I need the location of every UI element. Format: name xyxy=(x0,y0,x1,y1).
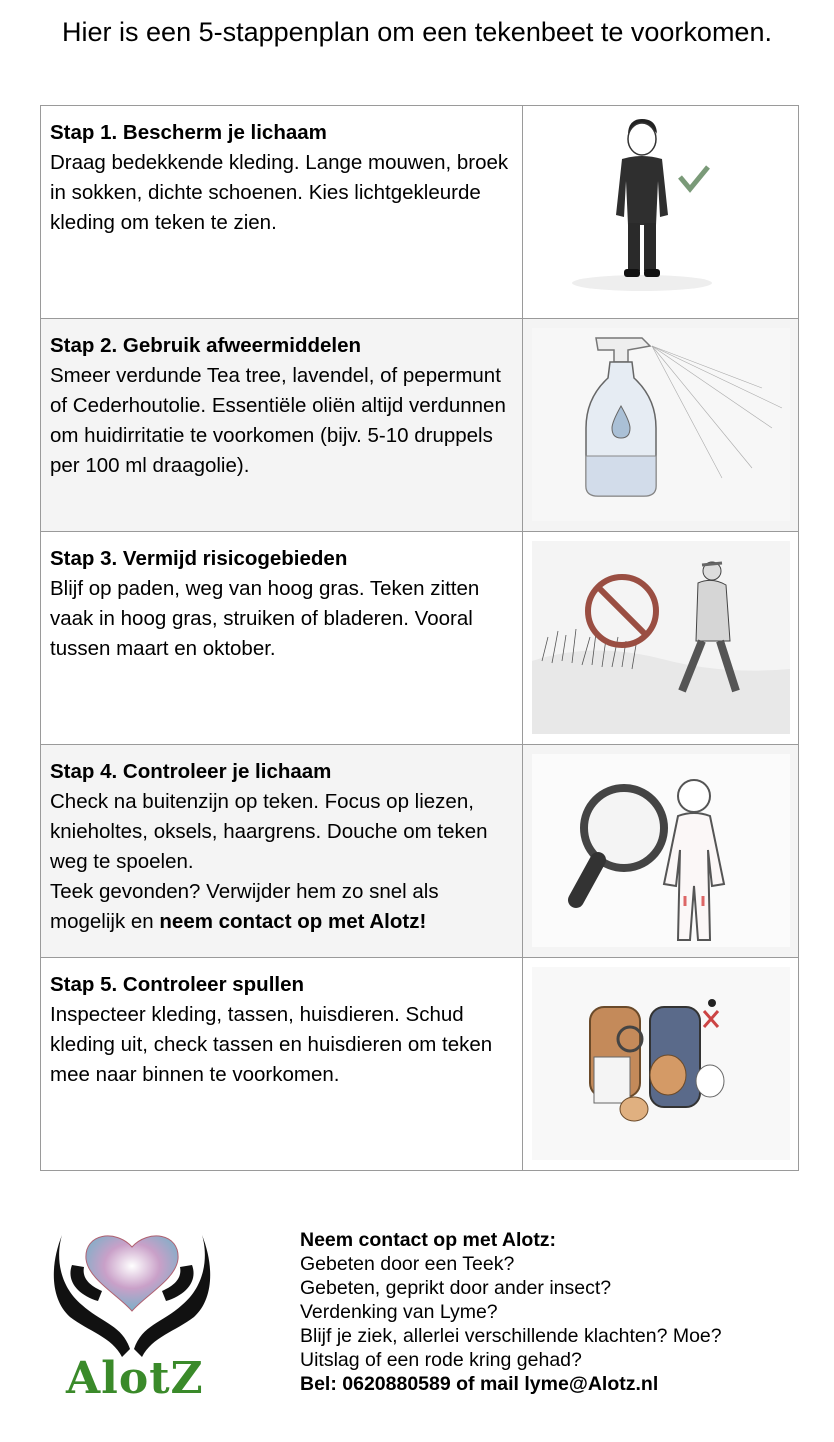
contact-line: Gebeten door een Teek? xyxy=(300,1253,515,1275)
step-4-body: Check na buitenzijn op teken. Focus op liezen, knieholtes, oksels, haargrens. Douche om teken weg te spoelen. xyxy=(50,790,488,873)
spray-bottle-illustration xyxy=(532,328,790,521)
step-row-1 xyxy=(41,106,799,319)
step-2-body: Smeer verdunde Tea tree, lavendel, of pepermunt of Cederhoutolie. Essentiële oliën altijd verdunnen om huidirritatie te voorkomen (bijv. 5-10 druppels per 100 ml draagolie). xyxy=(50,364,506,477)
magnifier-body-illustration xyxy=(532,754,790,947)
step-5-body: Inspecteer kleding, tassen, huisdieren. Schud kleding uit, check tassen en huisdieren om teken mee naar binnen te voorkomen. xyxy=(50,1003,493,1086)
contact-block xyxy=(300,1228,722,1396)
step-3-body: Blijf op paden, weg van hoog gras. Teken zitten vaak in hoog gras, struiken of bladeren. Vooral tussen maart en oktober. xyxy=(50,577,480,660)
contact-line: Uitslag of een rode kring gehad? xyxy=(300,1349,582,1371)
person-clothing-illustration xyxy=(532,115,790,308)
step-3-title: Stap 3. Vermijd risicogebieden xyxy=(50,547,348,570)
walker-path-illustration xyxy=(532,541,790,734)
step-row-4 xyxy=(41,745,799,958)
contact-heading: Neem contact op met Alotz: xyxy=(300,1229,557,1251)
step-4-alert xyxy=(50,877,514,937)
step-1-body: Draag bedekkende kleding. Lange mouwen, broek in sokken, dichte schoenen. Kies lichtgekleurde kleding om teken te zien. xyxy=(50,151,509,234)
alotz-logo xyxy=(52,1225,212,1405)
page-title: Hier is een 5-stappenplan om een tekenbeet te voorkomen. xyxy=(62,17,772,47)
contact-line: Blijf je ziek, allerlei verschillende klachten? Moe? xyxy=(300,1325,722,1347)
contact-call[interactable]: Bel: 0620880589 of mail lyme@Alotz.nl xyxy=(300,1373,659,1395)
step-4-title: Stap 4. Controleer je lichaam xyxy=(50,760,332,783)
contact-line: Verdenking van Lyme? xyxy=(300,1301,498,1323)
step-4-alert-bold: neem contact op met Alotz! xyxy=(159,910,427,933)
step-2-title: Stap 2. Gebruik afweermiddelen xyxy=(50,334,362,357)
step-row-3 xyxy=(41,532,799,745)
step-row-2 xyxy=(41,319,799,532)
step-1-title: Stap 1. Bescherm je lichaam xyxy=(50,121,327,144)
logo-text: AlotZ xyxy=(66,1353,204,1404)
contact-line: Gebeten, geprikt door ander insect? xyxy=(300,1277,612,1299)
step-5-title: Stap 5. Controleer spullen xyxy=(50,973,305,996)
step-row-5 xyxy=(41,958,799,1171)
steps-table xyxy=(40,105,799,1171)
bags-dogs-illustration xyxy=(532,967,790,1160)
step-4-alert-text: Teek gevonden? Verwijder hem zo snel als mogelijk en xyxy=(50,880,439,933)
